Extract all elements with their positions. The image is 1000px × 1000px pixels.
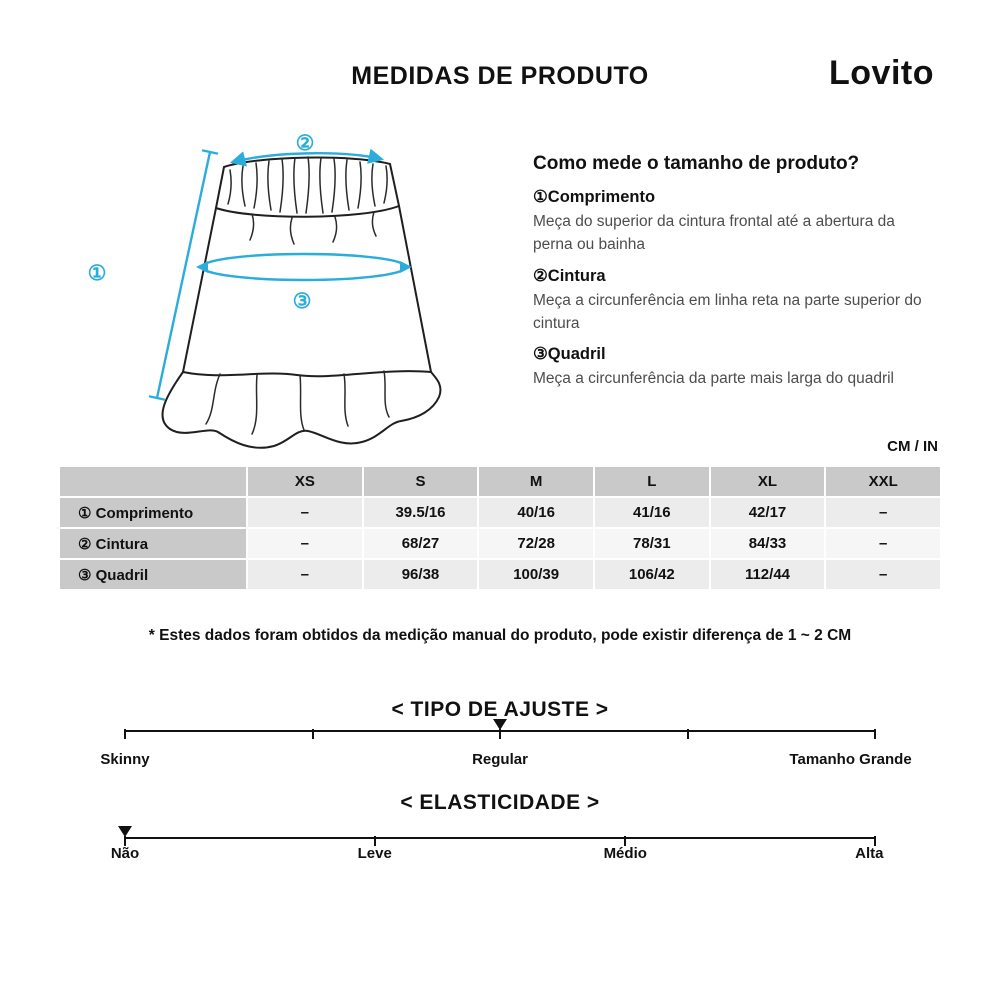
table-header-cell: XS xyxy=(248,467,362,496)
table-row-label: ② Cintura xyxy=(60,529,246,558)
table-cell: – xyxy=(826,529,940,558)
scale-marker-icon xyxy=(118,826,132,837)
note-text: * Estes dados foram obtidos da medição manual do produto, pode existir diferença de 1 ~ 2 CM xyxy=(148,627,852,644)
scale-tick xyxy=(687,729,689,739)
table-row-label: ③ Quadril xyxy=(60,560,246,589)
scale-label: Alta xyxy=(855,845,884,862)
scale-label: Leve xyxy=(357,845,392,862)
scale-tick xyxy=(874,729,876,739)
measurement-marks xyxy=(88,132,412,400)
product-diagram xyxy=(52,112,532,462)
guide-heading: Como mede o tamanho de produto? xyxy=(533,153,860,174)
table-cell: 68/27 xyxy=(364,529,478,558)
table-cell: 84/33 xyxy=(711,529,825,558)
page-title: MEDIDAS DE PRODUTO xyxy=(351,62,649,90)
table-cell: 78/31 xyxy=(595,529,709,558)
table-cell: – xyxy=(248,529,362,558)
guide-item-text: Meça a circunferência da parte mais larga do quadril xyxy=(533,370,894,387)
table-header-cell: S xyxy=(364,467,478,496)
table-cell: 96/38 xyxy=(364,560,478,589)
brand-logo: Lovito xyxy=(829,54,934,92)
scale-tick xyxy=(312,729,314,739)
table-cell: – xyxy=(826,498,940,527)
hip-measure-ellipse xyxy=(202,254,406,280)
scale-label: Regular xyxy=(472,751,528,768)
table-cell: 42/17 xyxy=(711,498,825,527)
table-cell: – xyxy=(248,560,362,589)
hip-measure-label: ③ xyxy=(292,290,312,313)
table-cell: 72/28 xyxy=(479,529,593,558)
length-measure-label: ① xyxy=(87,262,107,285)
scale-tick xyxy=(124,729,126,739)
scale-tick xyxy=(499,729,501,739)
table-cell: 100/39 xyxy=(479,560,593,589)
waist-measure-label: ② xyxy=(295,132,315,155)
table-corner-cell xyxy=(60,467,246,496)
table-header-cell: M xyxy=(479,467,593,496)
guide-item-label: ③Quadril xyxy=(533,345,606,363)
table-cell: – xyxy=(248,498,362,527)
fit-scale-title: < TIPO DE AJUSTE > xyxy=(391,698,609,721)
elasticity-scale-title: < ELASTICIDADE > xyxy=(400,791,600,814)
hip-arrow-left-icon xyxy=(196,261,208,273)
table-cell: 41/16 xyxy=(595,498,709,527)
guide-item-label: ①Comprimento xyxy=(533,188,656,206)
table-cell: 40/16 xyxy=(479,498,593,527)
table-cell: 106/42 xyxy=(595,560,709,589)
scale-label: Skinny xyxy=(100,751,150,768)
guide-item-text: Meça do superior da cintura frontal até a abertura da perna ou bainha xyxy=(533,213,895,254)
scale-label: Médio xyxy=(603,845,647,862)
measure-guide xyxy=(533,153,937,390)
scale-label: Tamanho Grande xyxy=(789,751,912,768)
table-header-cell: XXL xyxy=(826,467,940,496)
guide-item-text: Meça a circunferência em linha reta na parte superior do cintura xyxy=(533,291,922,332)
table-header-cell: XL xyxy=(711,467,825,496)
guide-items xyxy=(533,187,937,390)
table-row-label: ① Comprimento xyxy=(60,498,246,527)
size-table xyxy=(60,467,940,589)
table-cell: 39.5/16 xyxy=(364,498,478,527)
table-header-cell: L xyxy=(595,467,709,496)
fit-scale-labels xyxy=(100,751,912,771)
table-cell: – xyxy=(826,560,940,589)
table-cell: 112/44 xyxy=(711,560,825,589)
scale-label: Não xyxy=(110,845,140,862)
skirt-sketch xyxy=(52,112,532,462)
length-measure-line xyxy=(150,151,217,400)
guide-item-label: ②Cintura xyxy=(533,266,606,285)
fit-scale-line xyxy=(125,730,875,732)
elasticity-scale-labels xyxy=(110,845,884,865)
elasticity-scale-line xyxy=(125,837,875,839)
scale-marker-icon xyxy=(493,719,507,730)
units-label: CM / IN xyxy=(887,438,938,455)
